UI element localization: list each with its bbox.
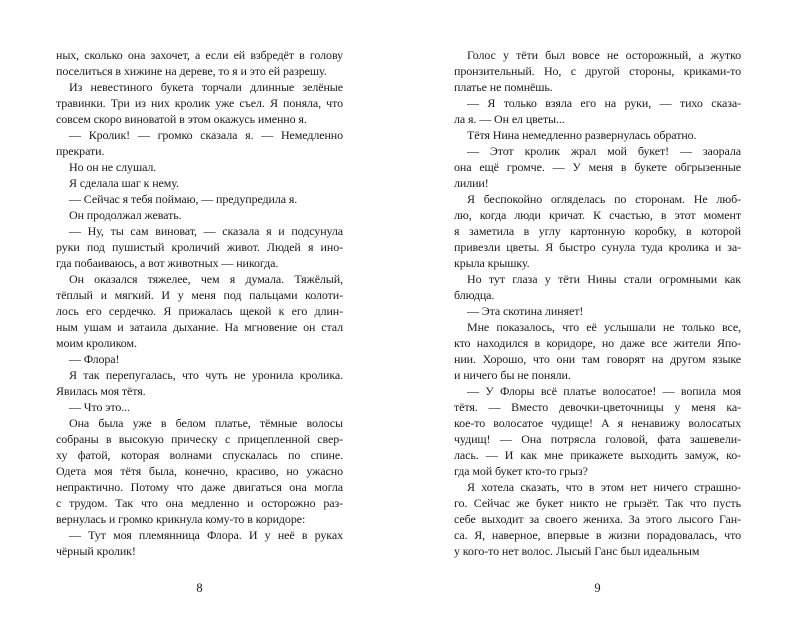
text-line: Я сделала шаг к нему. (69, 176, 179, 190)
text-line: привезли цветы. Я быстро сунула туда кролика и за- (454, 240, 741, 254)
text-line: нии. Хорошо, что они там говорят на другом языке (454, 352, 741, 366)
text-line: Она была уже в белом платье, тёмные волосы (69, 416, 343, 430)
text-line: лось его сердечко. Я прижалась щекой к его длин- (56, 304, 343, 318)
text-line: Мне показалось, что её услышали не только все, (467, 320, 741, 334)
text-line: себе выходит за своего жениха. За этого лысого Ган- (454, 512, 741, 526)
text-line: го. Сейчас же букет никто не грызёт. Так что пусть (454, 496, 741, 510)
text-line: — Кролик! — громко сказала я. — Немедленно (69, 128, 343, 142)
text-line: — Что это... (69, 400, 130, 414)
book-page-left (56, 47, 343, 607)
text-line: Голос у тёти был вовсе не осторожный, а жутко (467, 48, 741, 62)
text-line: Я так перепугалась, что чуть не уронила кролика. (69, 368, 343, 382)
text-line: лилии! (454, 176, 489, 190)
text-line: чёрный кролик! (56, 544, 136, 558)
text-line: кто находился в коридоре, но даже все жители Япо- (454, 336, 741, 350)
text-line: блюдца. (454, 288, 495, 302)
text-line: и ничего бы не поняли. (454, 368, 571, 382)
text-line: — Этот кролик жрал мой букет! — заорала (467, 144, 741, 158)
page-number-right: 9 (594, 581, 601, 595)
text-line: крыла крышку. (454, 256, 530, 270)
text-line: — Ну, ты сам виноват, — сказала я и подсунула (69, 224, 343, 238)
text-line: у кого-то нет волос. Лысый Ганс был идеальным (454, 544, 700, 558)
text-line: травинки. Три из них кролик уже съел. Я поняла, что (56, 96, 343, 110)
text-line: — У Флоры всё платье волосатое! — вопила моя (467, 384, 741, 398)
page-left-text (56, 47, 343, 559)
text-line: вернулась и громко крикнула кому-то в коридоре: (56, 512, 306, 526)
text-line: прекрати. (56, 144, 105, 158)
text-line: — Я только взяла его на руки, — тихо сказа- (467, 96, 741, 110)
page-right-text (454, 47, 741, 559)
text-line: платье не помнёшь. (454, 80, 553, 94)
text-line: тёплый и мягкий. И у меня под пальцами колоти- (56, 288, 343, 302)
text-line: ных, сколько она захочет, а если ей взбредёт в голову (56, 48, 343, 62)
text-line: гда мой букет кто-то грыз? (454, 464, 588, 478)
text-line: Я беспокойно огляделась по сторонам. Не люб- (467, 192, 741, 206)
text-line: она ещё громче. — У меня в букете обгрызенные (454, 160, 741, 174)
text-line: Явилась моя тётя. (56, 384, 146, 398)
text-line: руки под пушистый кроличий живот. Людей я ино- (56, 240, 343, 254)
text-line: Тётя Нина немедленно развернулась обратно. (467, 128, 697, 142)
text-line: совсем скоро виноватой в этом окажусь именно я. (56, 112, 307, 126)
text-line: ным ушам и затаила дыхание. На мгновение он стал (56, 320, 343, 334)
text-line: — Флора! (69, 352, 120, 366)
text-line: лась. — И как мне прикажете выходить замуж, ко- (454, 448, 741, 462)
text-line: — Тут моя племянница Флора. И у неё в руках (69, 528, 343, 542)
text-line: чудищ! — Она потрясла головой, фата зашевели- (454, 432, 741, 446)
text-line: с трудом. Так что она медленно и осторожно раз- (56, 496, 343, 510)
text-line: Одета моя тётя была, конечно, красиво, но ужасно (56, 464, 343, 478)
text-line: — Эта скотина линяет! (467, 304, 584, 318)
text-line: тётя. — Вместо девочки-цветочницы у меня ка- (454, 400, 741, 414)
text-line: поселиться в хижине на дереве, то я и это ей разрешу. (56, 64, 327, 78)
text-line: Он оказался тяжелее, чем я думала. Тяжёлый, (69, 272, 343, 286)
text-line: Он продолжал жевать. (69, 208, 182, 222)
text-line: Из невестиного букета торчали длинные зелёные (69, 80, 343, 94)
text-line: пронзительный. Но, с другой стороны, криками-то (454, 64, 741, 78)
text-line: — Сейчас я тебя поймаю, — предупредила я. (69, 192, 298, 206)
text-line: Но тут глаза у тёти Нины стали огромными как (467, 272, 741, 286)
page-number-left: 8 (196, 581, 203, 595)
text-line: собраны в высокую прическу с прицепленной свер- (56, 432, 343, 446)
text-line: са. Я, наверное, впервые в жизни порадовалась, что (454, 528, 741, 542)
text-line: я заметила в углу картонную коробку, в которой (454, 224, 741, 238)
text-line: ла я. — Он ел цветы... (454, 112, 565, 126)
book-page-right (454, 47, 741, 607)
text-line: лю, когда люди кричат. К счастью, в этот момент (454, 208, 741, 222)
text-line: кое-то волосатое чудище! А я ненавижу волосатых (454, 416, 741, 430)
text-line: гда побаиваюсь, а вот животных — никогда. (56, 256, 279, 270)
text-line: Но он не слушал. (69, 160, 157, 174)
text-line: ху фатой, которая волнами спускалась по спине. (56, 448, 343, 462)
text-line: Я хотела сказать, что в этом нет ничего страшно- (467, 480, 741, 494)
text-line: моим кроликом. (56, 336, 137, 350)
text-line: непрактично. Потому что даже двигаться она могла (56, 480, 343, 494)
